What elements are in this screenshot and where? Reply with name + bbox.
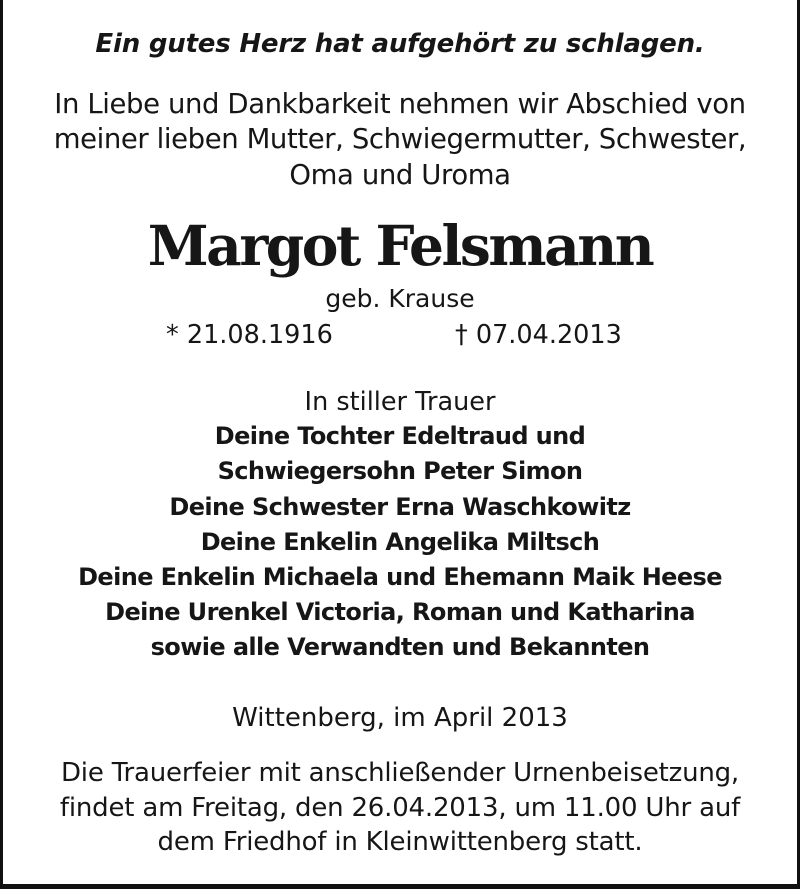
intro-line: Oma und Uroma	[289, 159, 511, 191]
funeral-info-line: Die Trauerfeier mit anschließender Urnenbeisetzung,	[60, 758, 739, 788]
maiden-name: geb. Krause	[325, 284, 475, 313]
mourning-label: In stiller Trauer	[304, 387, 496, 417]
deceased-name: Margot Felsmann	[147, 213, 653, 278]
intro-line: In Liebe und Dankbarkeit nehmen wir Abschied von	[54, 88, 746, 120]
mourner-line: Deine Schwester Erna Waschkowitz	[169, 493, 631, 521]
death-date: † 07.04.2013	[455, 320, 622, 350]
intro-line: meiner lieben Mutter, Schwiegermutter, Schwester,	[53, 123, 747, 155]
mourner-line: Deine Enkelin Michaela und Ehemann Maik Heese	[78, 563, 722, 591]
mourner-line: Deine Tochter Edeltraud und	[214, 422, 586, 450]
funeral-info-line: findet am Freitag, den 26.04.2013, um 11.00 Uhr auf	[59, 793, 741, 823]
birth-date: * 21.08.1916	[166, 320, 333, 350]
headline: Ein gutes Herz hat aufgehört zu schlagen.	[95, 29, 705, 59]
funeral-info-line: dem Friedhof in Kleinwittenberg statt.	[157, 827, 643, 857]
mourner-line: Schwiegersohn Peter Simon	[217, 457, 583, 485]
mourner-line: Deine Urenkel Victoria, Roman und Katharina	[105, 598, 695, 626]
place-date: Wittenberg, im April 2013	[232, 703, 568, 733]
mourner-line: sowie alle Verwandten und Bekannten	[150, 633, 650, 661]
mourner-line: Deine Enkelin Angelika Miltsch	[200, 528, 600, 556]
